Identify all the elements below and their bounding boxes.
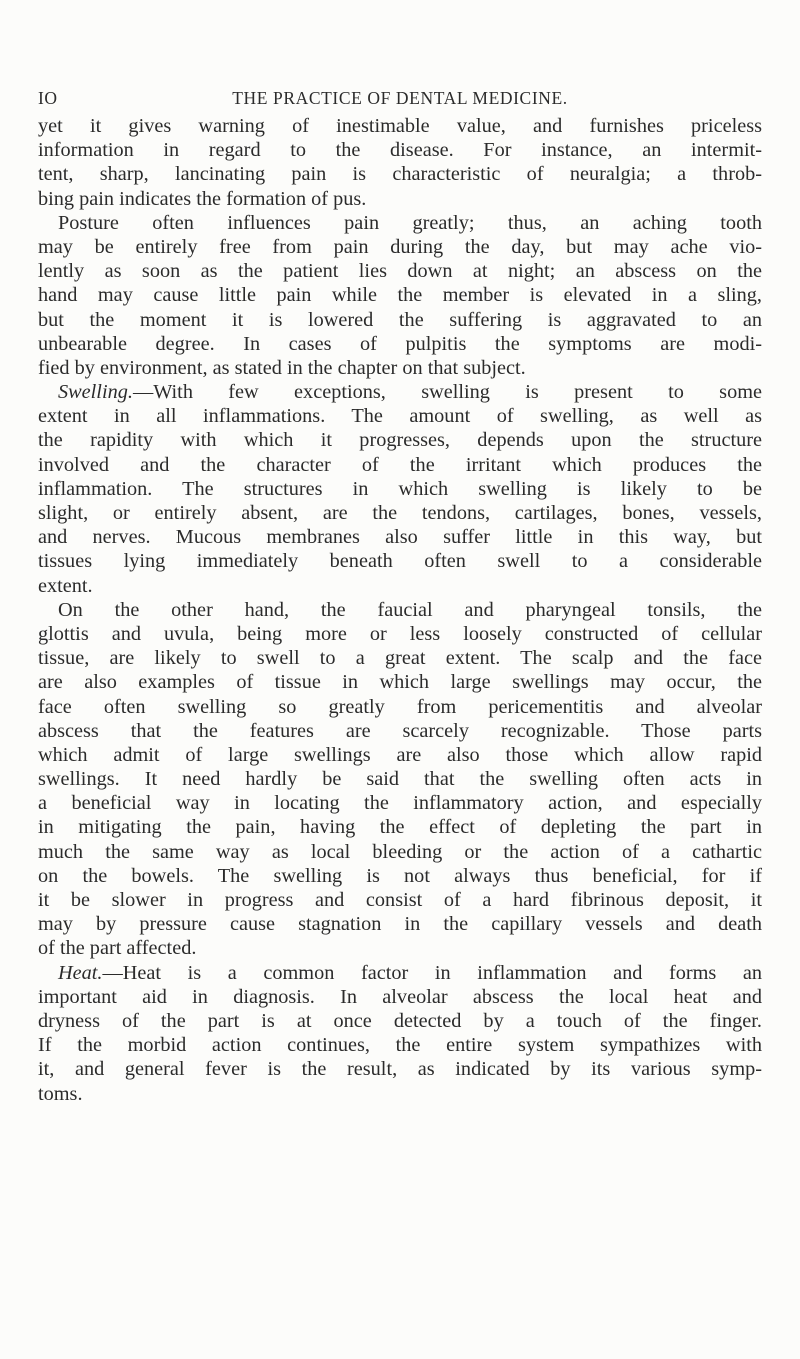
line-text: extent in all inflammations. The amount of swelling, as well as <box>38 405 762 428</box>
text-line <box>38 501 762 525</box>
body-text <box>38 114 762 1106</box>
line-text: Posture often influences pain greatly; thus, an aching tooth <box>58 211 762 234</box>
text-line <box>38 404 762 428</box>
text-line <box>38 622 762 646</box>
line-text: it be slower in progress and consist of a hard fibrinous deposit, it <box>38 889 762 911</box>
text-line <box>38 767 762 791</box>
text-line <box>38 912 762 936</box>
text-line <box>38 1009 762 1033</box>
text-line <box>38 574 762 598</box>
line-text: hand may cause little pain while the member is elevated in a sling, <box>38 284 762 307</box>
text-line <box>38 1082 762 1106</box>
line-text: dryness of the part is at once detected by a touch of the finger. <box>38 1009 762 1032</box>
line-text: the rapidity with which it progresses, depends upon the structure <box>38 429 762 452</box>
text-line <box>38 332 762 356</box>
line-text: important aid in diagnosis. In alveolar abscess the local heat and <box>38 985 762 1008</box>
text-line <box>38 695 762 719</box>
line-text: tissues lying immediately beneath often swell to a considerable <box>38 550 762 573</box>
line-text: On the other hand, the faucial and pharyngeal tonsils, the <box>58 598 762 621</box>
text-line <box>38 670 762 694</box>
text-line <box>38 936 762 960</box>
text-line <box>38 259 762 283</box>
line-text: and nerves. Mucous membranes also suffer little in this way, but <box>38 526 762 549</box>
line-text: glottis and uvula, being more or less loosely constructed of cellular <box>38 622 762 645</box>
line-text: unbearable degree. In cases of pulpitis the symptoms are modi- <box>38 332 762 355</box>
line-text: yet it gives warning of inestimable value, and furnishes priceless <box>38 115 762 137</box>
text-line <box>38 961 762 985</box>
line-text: it, and general fever is the result, as indicated by its various symp- <box>38 1058 762 1081</box>
line-text: a beneficial way in locating the inflammatory action, and especially <box>38 792 762 815</box>
text-line <box>38 283 762 307</box>
text-line <box>38 743 762 767</box>
line-text: fied by environment, as stated in the chapter on that subject. <box>38 356 526 379</box>
line-text: tent, sharp, lancinating pain is characteristic of neuralgia; a throb- <box>38 163 762 186</box>
text-line <box>38 428 762 452</box>
text-line <box>38 719 762 743</box>
text-line <box>38 477 762 501</box>
text-line <box>38 1057 762 1081</box>
text-line <box>38 138 762 162</box>
text-line <box>38 308 762 332</box>
text-line <box>38 114 762 138</box>
section-lead: Heat. <box>58 961 103 984</box>
line-text: face often swelling so greatly from pericementitis and alveolar <box>38 695 762 718</box>
line-text: may be entirely free from pain during the day, but may ache vio- <box>38 235 762 258</box>
line-text: of the part affected. <box>38 937 197 960</box>
text-line <box>38 598 762 622</box>
line-text: which admit of large swellings are also those which allow rapid <box>38 743 762 766</box>
line-text: slight, or entirely absent, are the tendons, cartilages, bones, vessels, <box>38 502 762 524</box>
line-text: bing pain indicates the formation of pus. <box>38 187 367 210</box>
line-text: in mitigating the pain, having the effect of depleting the part in <box>38 816 762 839</box>
text-line <box>38 187 762 211</box>
text-line <box>38 356 762 380</box>
line-text: much the same way as local bleeding or the action of a cathartic <box>38 840 762 863</box>
running-header <box>38 88 762 112</box>
line-text: are also examples of tissue in which large swellings may occur, the <box>38 671 762 694</box>
page-number: IO <box>38 88 58 108</box>
line-text: extent. <box>38 574 93 597</box>
text-line <box>38 840 762 864</box>
text-line <box>38 235 762 259</box>
text-line <box>38 549 762 573</box>
text-line <box>38 211 762 235</box>
line-text: If the morbid action continues, the entire system sympathizes with <box>38 1034 762 1057</box>
section-lead: Swelling. <box>58 381 133 404</box>
line-text: on the bowels. The swelling is not always thus beneficial, for if <box>38 864 762 887</box>
line-text: swellings. It need hardly be said that the swelling often acts in <box>38 768 762 791</box>
line-text: abscess that the features are scarcely recognizable. Those parts <box>38 719 762 742</box>
line-text: —Heat is a common factor in inflammation and forms an <box>102 961 762 984</box>
line-text: tissue, are likely to swell to a great extent. The scalp and the face <box>38 647 762 670</box>
running-title: THE PRACTICE OF DENTAL MEDICINE. <box>232 88 568 108</box>
text-line <box>38 646 762 670</box>
line-text: but the moment it is lowered the suffering is aggravated to an <box>38 308 762 331</box>
text-line <box>38 985 762 1009</box>
text-line <box>38 380 762 404</box>
text-line <box>38 888 762 912</box>
line-text: information in regard to the disease. For instance, an intermit- <box>38 139 762 162</box>
line-text: inflammation. The structures in which swelling is likely to be <box>38 477 762 500</box>
line-text: —With few exceptions, swelling is present to some <box>132 381 762 404</box>
line-text: lently as soon as the patient lies down at night; an abscess on the <box>38 260 762 283</box>
line-text: involved and the character of the irritant which produces the <box>38 453 762 476</box>
text-line <box>38 162 762 186</box>
text-line <box>38 864 762 888</box>
line-text: may by pressure cause stagnation in the capillary vessels and death <box>38 913 762 936</box>
text-line <box>38 791 762 815</box>
text-line <box>38 453 762 477</box>
text-line <box>38 1033 762 1057</box>
line-text: toms. <box>38 1082 83 1105</box>
text-line <box>38 815 762 839</box>
text-line <box>38 525 762 549</box>
